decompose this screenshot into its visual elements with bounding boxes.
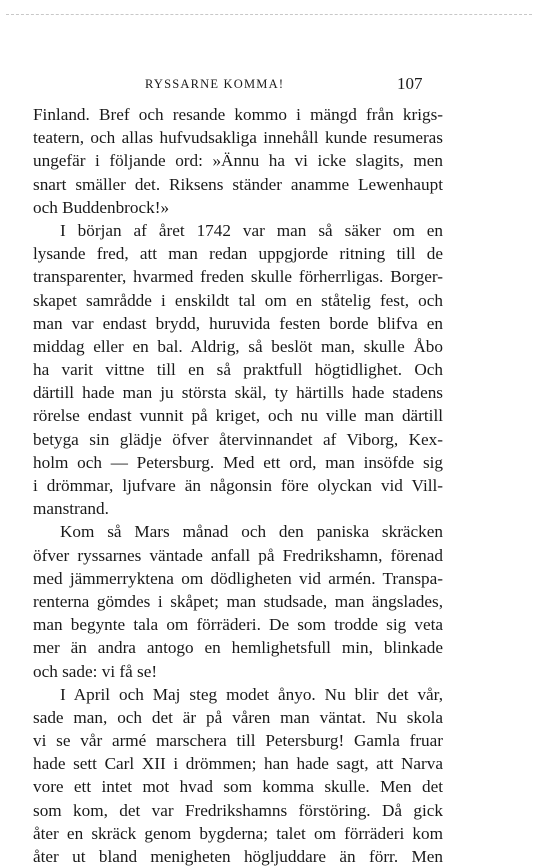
text-line: ungefär i följande ord: »Ännu ha vi icke slagits, men: [33, 151, 443, 171]
text-line: vi se vår armé marschera till Petersburg! Gamla fruar: [33, 731, 443, 751]
text-line: mer än andra antogo en hemlighetsfull min, blinkade: [33, 638, 443, 658]
text-line: ha varit vittne till en så praktfull högtidlighet. Och: [33, 360, 443, 380]
text-line: hade sett Carl XII i drömmen; han hade sagt, att Narva: [33, 754, 443, 774]
text-line: åter en skräck genom bygderna; talet om förräderi kom: [33, 823, 443, 843]
text-line: I början af året 1742 var man så säker om en: [60, 220, 443, 240]
text-line: manstrand.: [33, 499, 109, 519]
text-line: därtill hade man ju största skäl, ty härtills hade stadens: [33, 383, 443, 403]
text-line: vore ett intet mot hvad som komma skulle. Men det: [33, 777, 443, 797]
text-line: som kom, det var Fredrikshamns förstöring. Då gick: [33, 800, 443, 820]
text-line: renterna gömdes i skåpet; man studsade, man ängslades,: [33, 591, 443, 611]
running-head: RYSSARNE KOMMA!: [145, 77, 285, 91]
text-line: och sade: vi få se!: [33, 661, 158, 681]
text-line: rörelse endast vunnit på kriget, och nu ville man därtill: [33, 406, 443, 426]
text-line: lysande fred, att man redan uppgjorde ritning till de: [33, 244, 443, 264]
text-line: öfver ryssarnes väntade anfall på Fredrikshamn, förenad: [33, 545, 443, 565]
body-text: [33, 103, 443, 868]
text-line: betyga sin glädje öfver återvinnandet af Viborg, Kex-: [33, 429, 443, 449]
text-line: I April och Maj steg modet ånyo. Nu blir det vår,: [60, 684, 443, 704]
text-line: sade man, och det är på våren man väntat. Nu skola: [33, 707, 443, 727]
text-line: med jämmerryktena om dödligheten vid armén. Transpa-: [33, 568, 443, 588]
text-line: och Buddenbrock!»: [33, 197, 170, 217]
text-line: skapet samrådde i enskildt tal om en ståtelig fest, och: [33, 290, 443, 310]
text-line: Kom så Mars månad och den paniska skräcken: [60, 522, 443, 542]
top-edge-rule: [6, 14, 532, 15]
text-line: snart smäller det. Riksens ständer anamme Lewenhaupt: [33, 174, 443, 194]
text-line: åter ut bland menigheten högljuddare än förr. Men: [33, 847, 443, 866]
text-line: man var endast brydd, huruvida festen borde blifva en: [33, 313, 443, 333]
text-line: teatern, och allas hufvudsakliga innehåll kunde resumeras: [33, 128, 443, 148]
text-line: i drömmar, ljufvare än någonsin före olyckan vid Vill-: [33, 476, 443, 495]
page-number: 107: [397, 74, 423, 93]
text-line: transparenter, hvarmed freden skulle förherrligas. Borger-: [33, 267, 443, 287]
text-line: holm och — Petersburg. Med ett ord, man insöfde sig: [33, 452, 443, 472]
text-line: man begynte tala om förräderi. De som trodde sig veta: [33, 615, 443, 635]
text-line: middag eller en bal. Aldrig, så beslöt man, skulle Åbo: [33, 336, 443, 356]
text-line: Finland. Bref och resande kommo i mängd från krigs-: [33, 105, 443, 124]
